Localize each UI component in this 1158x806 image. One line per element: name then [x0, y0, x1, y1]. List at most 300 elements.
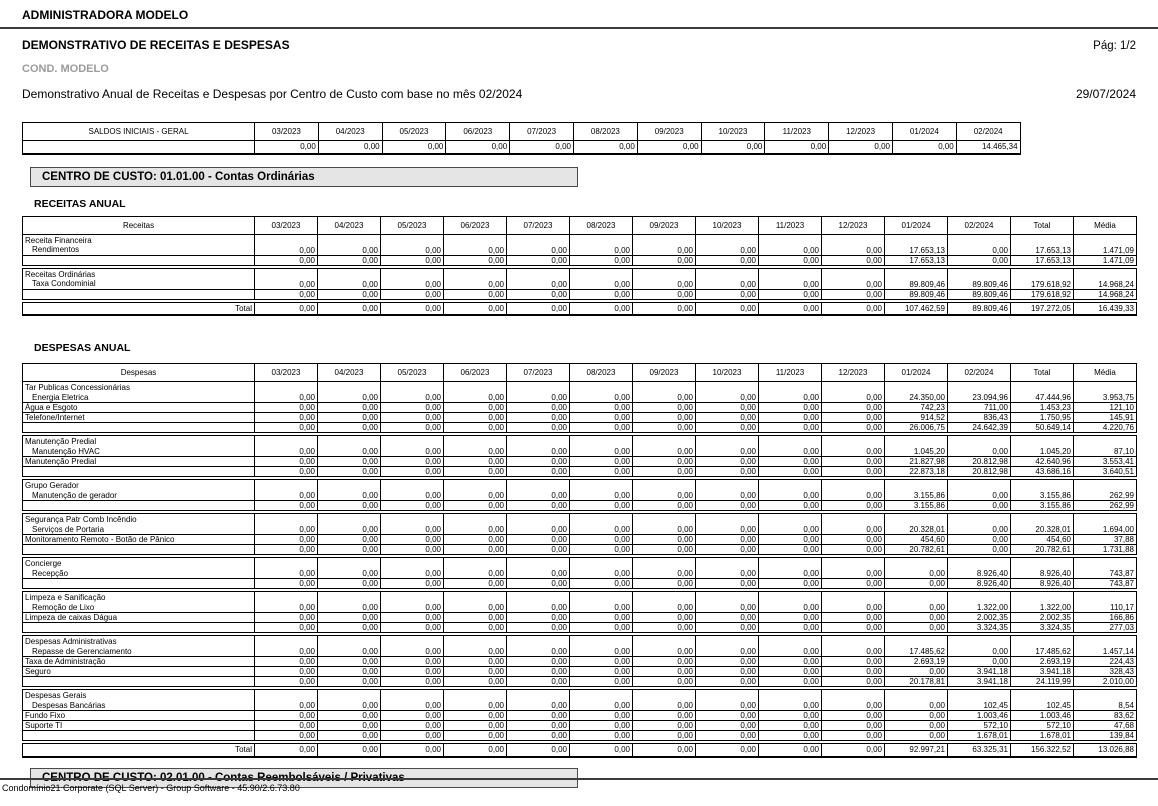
value-cell: 87,10	[1074, 436, 1137, 457]
value-cell: 0,00	[822, 514, 885, 535]
value-cell: 1.322,00	[948, 592, 1011, 613]
value-cell: 0,00	[255, 731, 318, 741]
value-cell: 0,00	[318, 467, 381, 477]
header-rule	[0, 27, 1158, 29]
subtotal-row	[23, 255, 1137, 265]
value-cell: 0,00	[255, 413, 318, 423]
value-cell: 0,00	[633, 514, 696, 535]
value-cell: 0,00	[507, 677, 570, 687]
value-cell: 0,00	[633, 711, 696, 721]
value-cell: 743,87	[1074, 558, 1137, 579]
value-cell: 0,00	[255, 657, 318, 667]
value-cell: 0,00	[255, 302, 318, 315]
value-cell: 0,00	[444, 289, 507, 299]
value-cell: 0,00	[633, 436, 696, 457]
value-cell: 0,00	[507, 535, 570, 545]
value-cell: 0,00	[381, 744, 444, 757]
value-cell: 0,00	[318, 613, 381, 623]
item-label: Taxa de Administração	[23, 657, 255, 667]
value-cell: 0,00	[885, 613, 948, 623]
value-cell: 0,00	[444, 514, 507, 535]
value-cell: 0,00	[318, 545, 381, 555]
total-column-header: Total	[1011, 216, 1074, 234]
subtotal-row	[23, 467, 1137, 477]
value-cell: 0,00	[696, 711, 759, 721]
value-cell: 0,00	[759, 636, 822, 657]
empty-label-cell	[23, 255, 255, 265]
value-cell: 914,52	[885, 413, 948, 423]
group-block	[22, 689, 1137, 741]
value-cell: 0,00	[948, 535, 1011, 545]
value-cell: 20.328,01	[885, 514, 948, 535]
saldos-header-row	[23, 123, 1021, 141]
value-cell: 0,00	[318, 657, 381, 667]
value-cell: 0,00	[759, 690, 822, 711]
group-name: Receitas Ordinárias	[25, 269, 96, 279]
group-first-row	[23, 436, 1137, 457]
value-cell: 8.926,40	[948, 558, 1011, 579]
value-cell: 0,00	[381, 382, 444, 403]
value-cell: 0,00	[255, 382, 318, 403]
subtotal-row	[23, 289, 1137, 299]
value-cell: 0,00	[444, 413, 507, 423]
value-cell: 0,00	[633, 457, 696, 467]
value-cell: 1.003,46	[1011, 711, 1074, 721]
value-cell: 0,00	[318, 623, 381, 633]
value-cell: 0,00	[759, 613, 822, 623]
month-header: 02/2024	[948, 364, 1011, 382]
value-cell: 0,00	[822, 302, 885, 315]
value-cell: 0,00	[822, 613, 885, 623]
value-cell: 0,00	[570, 457, 633, 467]
value-cell: 0,00	[255, 436, 318, 457]
value-cell: 22.873,18	[885, 467, 948, 477]
value-cell: 0,00	[507, 657, 570, 667]
value-cell: 0,00	[570, 731, 633, 741]
total-block	[22, 302, 1137, 317]
saldos-table	[22, 122, 1021, 155]
month-header: 06/2023	[446, 123, 510, 141]
item-row	[23, 457, 1137, 467]
month-header: 10/2023	[696, 364, 759, 382]
value-cell: 0,00	[570, 382, 633, 403]
value-cell: 0,00	[444, 480, 507, 501]
group-block	[22, 381, 1137, 433]
value-cell: 0,00	[696, 579, 759, 589]
value-cell: 0,00	[255, 141, 319, 154]
value-cell: 89.809,46	[948, 268, 1011, 289]
value-cell: 0,00	[255, 690, 318, 711]
value-cell: 0,00	[507, 636, 570, 657]
value-cell: 0,00	[633, 403, 696, 413]
value-cell: 0,00	[255, 579, 318, 589]
value-cell: 0,00	[759, 289, 822, 299]
value-cell: 0,00	[444, 690, 507, 711]
value-cell: 3.953,75	[1074, 382, 1137, 403]
value-cell: 0,00	[507, 613, 570, 623]
value-cell: 0,00	[507, 467, 570, 477]
value-cell: 0,00	[570, 677, 633, 687]
value-cell: 0,00	[885, 721, 948, 731]
value-cell: 0,00	[633, 579, 696, 589]
saldos-label: SALDOS INICIAIS - GERAL	[23, 123, 255, 141]
value-cell: 0,00	[318, 592, 381, 613]
value-cell: 0,00	[822, 657, 885, 667]
value-cell: 0,00	[318, 268, 381, 289]
value-cell: 0,00	[381, 545, 444, 555]
value-cell: 0,00	[822, 711, 885, 721]
value-cell: 0,00	[633, 667, 696, 677]
group-label-cell	[23, 480, 255, 501]
value-cell: 21.827,98	[885, 457, 948, 467]
value-cell: 0,00	[444, 545, 507, 555]
value-cell: 0,00	[696, 731, 759, 741]
value-cell: 0,00	[885, 667, 948, 677]
value-cell: 8.926,40	[1011, 558, 1074, 579]
value-cell: 711,00	[948, 403, 1011, 413]
value-cell: 0,00	[948, 436, 1011, 457]
value-cell: 0,00	[633, 690, 696, 711]
value-cell: 0,00	[381, 457, 444, 467]
value-cell: 0,00	[507, 413, 570, 423]
total-row-label: Total	[23, 302, 255, 315]
value-cell: 0,00	[633, 721, 696, 731]
value-cell: 0,00	[822, 436, 885, 457]
value-cell: 47.444,96	[1011, 382, 1074, 403]
value-cell: 0,00	[633, 613, 696, 623]
item-row	[23, 535, 1137, 545]
value-cell: 0,00	[255, 711, 318, 721]
value-cell: 0,00	[696, 592, 759, 613]
value-cell: 0,00	[507, 501, 570, 511]
total-row	[23, 302, 1137, 315]
value-cell: 26.006,75	[885, 423, 948, 433]
value-cell: 13.026,88	[1074, 744, 1137, 757]
value-cell: 0,00	[318, 501, 381, 511]
value-cell: 0,00	[822, 744, 885, 757]
value-cell: 3.941,18	[1011, 667, 1074, 677]
value-cell: 0,00	[696, 744, 759, 757]
item-label: Despesas Bancárias	[32, 700, 106, 710]
month-header: 05/2023	[382, 123, 446, 141]
item-label: Repasse de Gerenciamento	[32, 646, 132, 656]
value-cell: 0,00	[822, 382, 885, 403]
month-header: 09/2023	[633, 216, 696, 234]
value-cell: 0,00	[696, 382, 759, 403]
month-header: 08/2023	[573, 123, 637, 141]
value-cell: 0,00	[570, 413, 633, 423]
value-cell: 572,10	[1011, 721, 1074, 731]
value-cell: 24.350,00	[885, 382, 948, 403]
item-row	[23, 413, 1137, 423]
value-cell: 0,00	[829, 141, 893, 154]
media-column-header: Média	[1074, 364, 1137, 382]
value-cell: 0,00	[444, 657, 507, 667]
value-cell: 0,00	[444, 667, 507, 677]
value-cell: 0,00	[885, 731, 948, 741]
value-cell: 0,00	[381, 234, 444, 255]
month-header: 04/2023	[318, 364, 381, 382]
month-header: 01/2024	[885, 216, 948, 234]
value-cell: 0,00	[507, 545, 570, 555]
value-cell: 0,00	[507, 403, 570, 413]
value-cell: 0,00	[633, 545, 696, 555]
group-first-row	[23, 690, 1137, 711]
value-cell: 0,00	[759, 623, 822, 633]
group-name: Limpeza e Sanificação	[25, 593, 106, 602]
item-label: Remoção de Lixo	[32, 602, 95, 612]
value-cell: 0,00	[570, 467, 633, 477]
group-name: Concierge	[25, 559, 62, 568]
value-cell: 1.678,01	[1011, 731, 1074, 741]
value-cell: 0,00	[633, 636, 696, 657]
total-block	[22, 743, 1137, 758]
empty-label-cell	[23, 579, 255, 589]
value-cell: 0,00	[318, 436, 381, 457]
value-cell: 0,00	[696, 457, 759, 467]
value-cell: 0,00	[381, 657, 444, 667]
despesas-table	[22, 363, 1158, 758]
value-cell: 0,00	[255, 234, 318, 255]
value-cell: 0,00	[696, 677, 759, 687]
value-cell: 0,00	[570, 268, 633, 289]
value-cell: 1.457,14	[1074, 636, 1137, 657]
month-header: 06/2023	[444, 216, 507, 234]
value-cell: 0,00	[570, 744, 633, 757]
value-cell: 0,00	[822, 480, 885, 501]
value-cell: 0,00	[759, 480, 822, 501]
value-cell: 0,00	[318, 457, 381, 467]
value-cell: 0,00	[255, 545, 318, 555]
value-cell: 0,00	[444, 467, 507, 477]
group-first-row	[23, 514, 1137, 535]
value-cell: 0,00	[444, 592, 507, 613]
value-cell: 17.485,62	[885, 636, 948, 657]
value-cell: 0,00	[507, 514, 570, 535]
value-cell: 262,99	[1074, 480, 1137, 501]
value-cell: 0,00	[381, 535, 444, 545]
value-cell: 0,00	[507, 423, 570, 433]
empty-label-cell	[23, 677, 255, 687]
value-cell: 37,88	[1074, 535, 1137, 545]
value-cell: 0,00	[759, 579, 822, 589]
value-cell: 0,00	[759, 423, 822, 433]
receitas-table	[22, 216, 1158, 317]
group-block	[22, 234, 1137, 266]
value-cell: 0,00	[822, 403, 885, 413]
item-label: Limpeza de caixas Dágua	[23, 613, 255, 623]
month-header: 11/2023	[759, 364, 822, 382]
value-cell: 0,00	[444, 677, 507, 687]
value-cell: 0,00	[507, 289, 570, 299]
value-cell: 0,00	[759, 744, 822, 757]
subtotal-row	[23, 423, 1137, 433]
report-date: 29/07/2024	[1075, 87, 1136, 101]
media-column-header: Média	[1074, 216, 1137, 234]
value-cell: 0,00	[444, 302, 507, 315]
value-cell: 0,00	[570, 711, 633, 721]
value-cell: 0,00	[381, 255, 444, 265]
value-cell: 0,00	[696, 535, 759, 545]
month-header: 12/2023	[829, 123, 893, 141]
total-row-label: Total	[23, 744, 255, 757]
value-cell: 179.618,92	[1011, 289, 1074, 299]
group-label-cell	[23, 234, 255, 255]
total-row	[23, 744, 1137, 757]
value-cell: 3.553,41	[1074, 457, 1137, 467]
value-cell: 0,00	[381, 289, 444, 299]
group-name: Segurança Patr Comb Incêndio	[25, 515, 137, 524]
value-cell: 0,00	[507, 592, 570, 613]
value-cell: 1.678,01	[948, 731, 1011, 741]
value-cell: 0,00	[633, 657, 696, 667]
value-cell: 0,00	[633, 501, 696, 511]
value-cell: 0,00	[507, 558, 570, 579]
value-cell: 0,00	[255, 514, 318, 535]
value-cell: 0,00	[318, 255, 381, 265]
subtotal-row	[23, 579, 1137, 589]
value-cell: 0,00	[633, 289, 696, 299]
value-cell: 0,00	[822, 255, 885, 265]
value-cell: 0,00	[570, 480, 633, 501]
value-cell: 0,00	[696, 467, 759, 477]
value-cell: 0,00	[822, 592, 885, 613]
value-cell: 145,91	[1074, 413, 1137, 423]
value-cell: 50.649,14	[1011, 423, 1074, 433]
value-cell: 1.322,00	[1011, 592, 1074, 613]
value-cell: 0,00	[507, 711, 570, 721]
value-cell: 1.750,95	[1011, 413, 1074, 423]
value-cell: 742,23	[885, 403, 948, 413]
month-header: 03/2023	[255, 123, 319, 141]
value-cell: 0,00	[444, 613, 507, 623]
value-cell: 0,00	[822, 731, 885, 741]
value-cell: 156.322,52	[1011, 744, 1074, 757]
value-cell: 0,00	[318, 480, 381, 501]
value-cell: 2.693,19	[1011, 657, 1074, 667]
value-cell: 0,00	[255, 457, 318, 467]
value-cell: 0,00	[381, 690, 444, 711]
month-header: 01/2024	[885, 364, 948, 382]
month-header: 11/2023	[759, 216, 822, 234]
value-cell: 0,00	[637, 141, 701, 154]
value-cell: 0,00	[318, 535, 381, 545]
value-cell: 0,00	[885, 592, 948, 613]
value-cell: 0,00	[570, 436, 633, 457]
value-cell: 20.812,98	[948, 467, 1011, 477]
value-cell: 0,00	[444, 579, 507, 589]
value-cell: 0,00	[759, 457, 822, 467]
value-cell: 0,00	[381, 579, 444, 589]
value-cell: 262,99	[1074, 501, 1137, 511]
value-cell: 0,00	[318, 234, 381, 255]
group-name: Tar Publicas Concessionárias	[25, 383, 130, 392]
value-cell: 0,00	[318, 667, 381, 677]
month-header: 04/2023	[318, 216, 381, 234]
value-cell: 0,00	[573, 141, 637, 154]
value-cell: 0,00	[696, 721, 759, 731]
value-cell: 0,00	[507, 268, 570, 289]
value-cell: 0,00	[570, 423, 633, 433]
month-header: 06/2023	[444, 364, 507, 382]
value-cell: 0,00	[318, 721, 381, 731]
value-cell: 0,00	[444, 234, 507, 255]
table-header-row	[23, 216, 1137, 234]
empty-label-cell	[23, 731, 255, 741]
value-cell: 0,00	[444, 558, 507, 579]
value-cell: 0,00	[507, 667, 570, 677]
value-cell: 8.926,40	[948, 579, 1011, 589]
value-cell: 0,00	[948, 514, 1011, 535]
value-cell: 0,00	[570, 721, 633, 731]
value-cell: 23.094,96	[948, 382, 1011, 403]
value-cell: 3.941,18	[948, 677, 1011, 687]
value-cell: 0,00	[255, 636, 318, 657]
month-header: 04/2023	[318, 123, 382, 141]
month-header: 05/2023	[381, 216, 444, 234]
value-cell: 0,00	[444, 403, 507, 413]
value-cell: 0,00	[570, 667, 633, 677]
value-cell: 16.439,33	[1074, 302, 1137, 315]
value-cell: 1.003,46	[948, 711, 1011, 721]
value-cell: 24.119,99	[1011, 677, 1074, 687]
value-cell: 0,00	[255, 255, 318, 265]
value-cell: 0,00	[382, 141, 446, 154]
value-cell: 3.155,86	[1011, 480, 1074, 501]
footer-text: Condomínio21 Corporate (SQL Server) - Group Software - 45.90/2.6.73.80	[2, 783, 300, 793]
value-cell: 0,00	[759, 501, 822, 511]
value-cell: 0,00	[696, 501, 759, 511]
group-block	[22, 513, 1137, 555]
value-cell: 0,00	[822, 636, 885, 657]
value-cell: 3.324,35	[1011, 623, 1074, 633]
value-cell: 0,00	[255, 535, 318, 545]
value-cell: 0,00	[633, 467, 696, 477]
value-cell: 1.453,23	[1011, 403, 1074, 413]
value-cell: 0,00	[570, 623, 633, 633]
value-cell: 0,00	[507, 457, 570, 467]
value-cell: 0,00	[948, 234, 1011, 255]
value-cell: 0,00	[696, 623, 759, 633]
value-cell: 0,00	[444, 423, 507, 433]
value-cell: 0,00	[381, 711, 444, 721]
item-row	[23, 711, 1137, 721]
value-cell: 0,00	[444, 457, 507, 467]
value-cell: 0,00	[381, 592, 444, 613]
group-label-cell	[23, 382, 255, 403]
value-cell: 0,00	[381, 623, 444, 633]
group-block	[22, 557, 1137, 589]
value-cell: 0,00	[507, 480, 570, 501]
group-label-cell	[23, 436, 255, 457]
value-cell: 0,00	[570, 514, 633, 535]
receitas-header-block	[22, 216, 1137, 235]
value-cell: 0,00	[570, 403, 633, 413]
value-cell: 2.002,35	[1011, 613, 1074, 623]
value-cell: 0,00	[696, 302, 759, 315]
value-cell: 17.653,13	[885, 255, 948, 265]
value-cell: 0,00	[381, 268, 444, 289]
value-cell: 0,00	[759, 731, 822, 741]
value-cell: 0,00	[381, 514, 444, 535]
value-cell: 0,00	[570, 636, 633, 657]
value-cell: 0,00	[507, 234, 570, 255]
group-label-cell	[23, 592, 255, 613]
month-header: 07/2023	[507, 216, 570, 234]
group-first-row	[23, 592, 1137, 613]
group-name: Manutenção Predial	[25, 437, 97, 446]
value-cell: 0,00	[255, 721, 318, 731]
